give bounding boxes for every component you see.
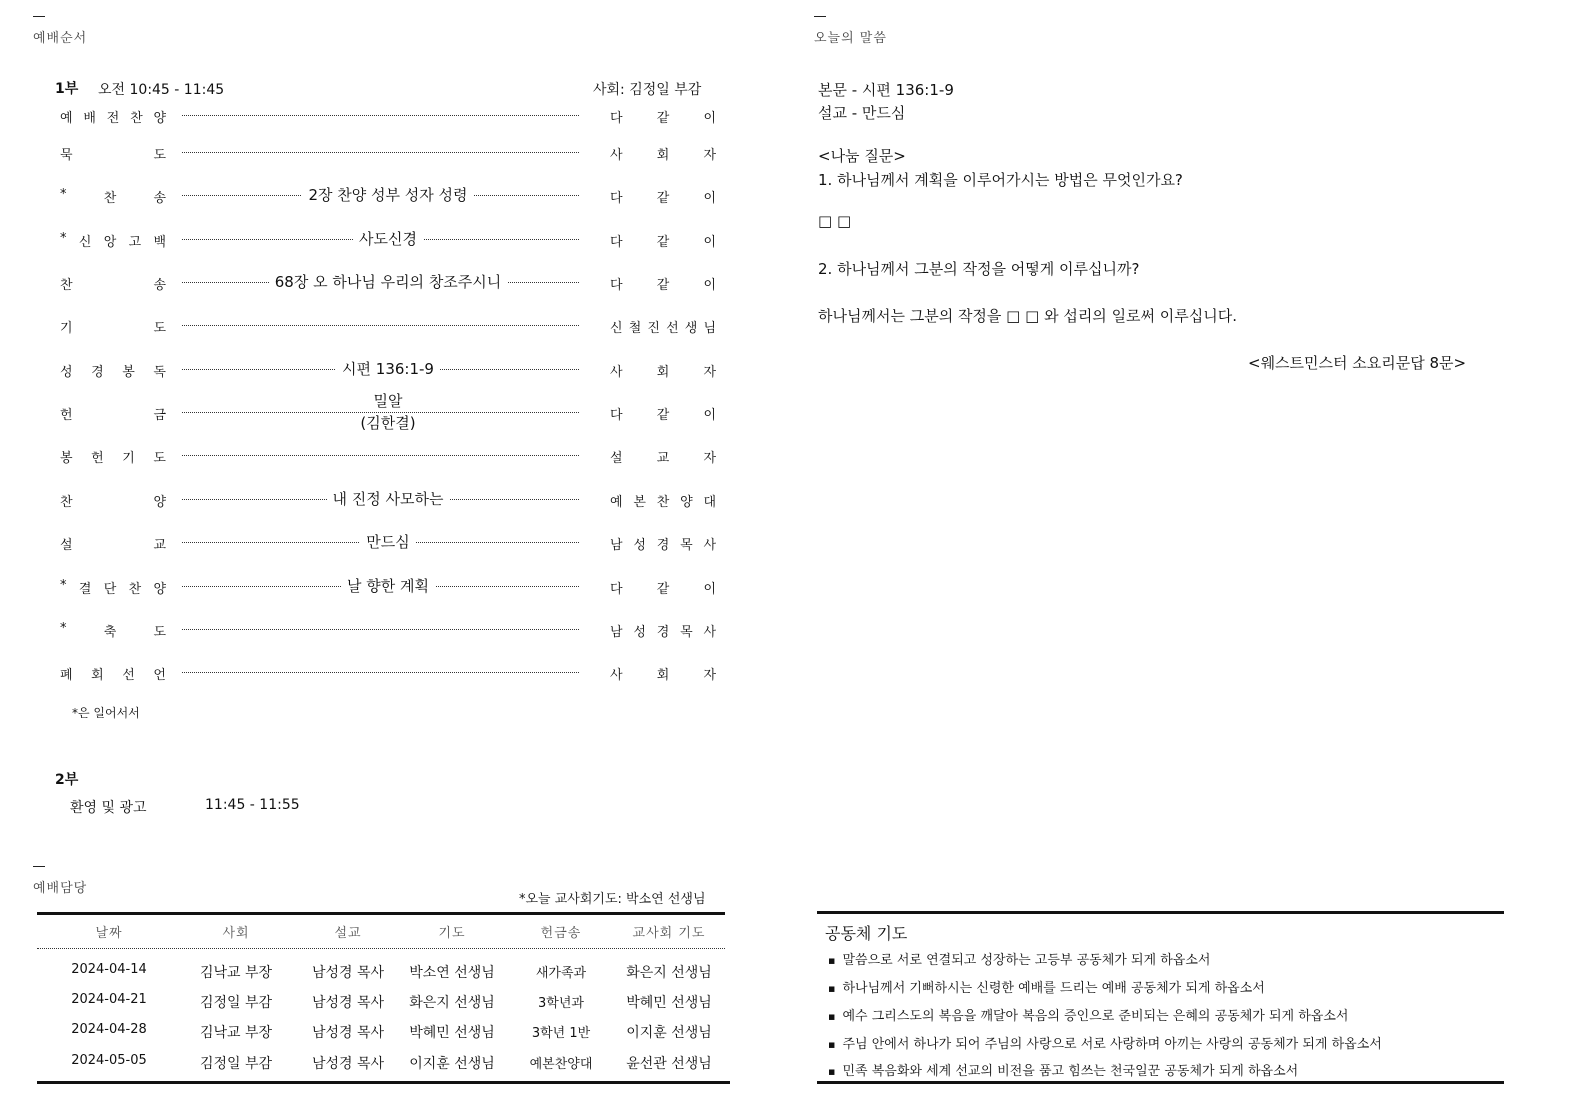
table-cell: 2024-04-14 <box>71 962 147 977</box>
order-item-label-char: 찬 <box>130 111 143 126</box>
order-item-label <box>60 534 166 553</box>
section-mark <box>33 16 45 17</box>
table-header-cell: 교사회 기도 <box>632 926 706 941</box>
order-item-label-char: 고 <box>128 235 142 250</box>
sermon-title: 설교 - 만드심 <box>818 104 906 122</box>
order-item-person-char: 자 <box>703 365 716 380</box>
table-cell: 김낙교 부장 <box>199 965 273 981</box>
schedule-section-title: 예배담당 <box>33 881 88 896</box>
order-item-person-char: 자 <box>703 668 716 683</box>
prayer-item: ▪ 민족 복음화와 세계 선교의 비전을 품고 힘쓰는 천국일꾼 공동체가 되게 하옵소서 <box>828 1060 1298 1079</box>
order-item-person-char: 이 <box>703 191 716 206</box>
order-row <box>60 183 715 207</box>
order-item-person <box>610 621 716 640</box>
order-row <box>60 530 715 554</box>
order-item-person-char: 이 <box>703 582 716 597</box>
table-cell: 박혜민 선생님 <box>409 1025 495 1041</box>
order-item-person <box>610 187 716 206</box>
order-item-label-char: 기 <box>60 321 73 336</box>
table-cell: 화은지 선생님 <box>409 995 495 1011</box>
order-item-person-char: 다 <box>610 278 623 293</box>
part2-time: 11:45 - 11:55 <box>205 797 300 813</box>
order-item-person-char: 사 <box>610 365 623 380</box>
order-item-person-char: 같 <box>656 278 670 293</box>
order-section-title: 예배순서 <box>33 31 88 46</box>
order-item-person-char: 사 <box>610 668 623 683</box>
order-item-person-char: 같 <box>656 408 670 423</box>
prayer-item: ▪ 주님 안에서 하나가 되어 주님의 사랑으로 서로 사랑하며 아끼는 사랑의 공동체가 되게 하옵소서 <box>828 1033 1382 1052</box>
table-cell: 새가족과 <box>535 966 587 981</box>
order-item-label-char: 경 <box>91 365 104 380</box>
order-item-label <box>60 491 166 510</box>
order-item-label-char: 헌 <box>60 408 73 423</box>
prayer-item: ▪ 말씀으로 서로 연결되고 성장하는 고등부 공동체가 되게 하옵소서 <box>828 949 1210 968</box>
part1-host: 사회: 김정일 부감 <box>593 82 702 98</box>
order-item-person-char: 대 <box>703 495 716 510</box>
order-item-content-text: 내 진정 사모하는 <box>327 490 450 508</box>
order-item-person-char: 사 <box>703 625 716 640</box>
order-item-label-char: 선 <box>122 668 135 683</box>
order-item-person-char: 찬 <box>656 495 670 510</box>
catechism-source: <웨스트민스터 소요리문답 8문> <box>1248 354 1467 372</box>
order-item-label-char: 찬 <box>60 495 73 510</box>
order-row <box>60 140 715 164</box>
order-item-person-char: 회 <box>656 668 670 683</box>
order-item-label-char: 찬 <box>60 278 73 293</box>
order-item-label-char: 헌 <box>91 451 104 466</box>
table-cell: 이지훈 선생님 <box>626 1025 712 1041</box>
order-item-person-char: 다 <box>610 582 623 597</box>
order-item-person-char: 남 <box>610 538 623 553</box>
order-item-label-char: 언 <box>153 668 166 683</box>
table-bottom-rule <box>37 1081 730 1084</box>
leader-dots <box>182 672 579 673</box>
order-item-person <box>610 144 716 163</box>
order-item-label-char: 기 <box>122 451 135 466</box>
order-item-person-char: 이 <box>703 278 716 293</box>
order-row <box>60 357 715 381</box>
prayer-bottom-rule <box>817 1081 1504 1084</box>
table-cell: 김낙교 부장 <box>199 1025 273 1041</box>
table-cell: 남성경 목사 <box>311 965 385 981</box>
order-item-person <box>610 578 716 597</box>
prayer-top-rule <box>817 911 1504 914</box>
order-item-person-char: 같 <box>656 111 670 126</box>
order-item-label-char: 결 <box>78 582 92 597</box>
order-item-person-char: 진 <box>647 321 660 336</box>
order-item-person-char: 이 <box>703 111 716 126</box>
table-cell: 3학년 1반 <box>531 1026 591 1041</box>
order-item-person-char: 이 <box>703 408 716 423</box>
order-item-label <box>60 361 166 380</box>
order-item-person-char: 성 <box>633 625 646 640</box>
order-item-person <box>610 317 716 336</box>
order-item-person-char: 신 <box>610 321 623 336</box>
order-item-label-char: 양 <box>153 495 166 510</box>
order-item-person-char: 이 <box>703 235 716 250</box>
table-cell: 남성경 목사 <box>311 1025 385 1041</box>
table-cell: 이지훈 선생님 <box>409 1056 495 1072</box>
table-cell: 예본찬양대 <box>529 1057 593 1072</box>
order-item-person <box>610 664 716 683</box>
section-mark <box>33 866 45 867</box>
order-row <box>60 103 715 127</box>
order-item-label-char: 독 <box>153 365 166 380</box>
order-item-content <box>186 184 590 206</box>
order-item-label-char: 배 <box>83 111 96 126</box>
order-item-label-char: 설 <box>60 538 73 553</box>
order-item-person <box>610 231 716 250</box>
order-item-content <box>186 228 590 250</box>
order-item-label-char: 신 <box>78 235 92 250</box>
table-cell: 2024-05-05 <box>71 1053 147 1068</box>
order-item-person <box>610 107 716 126</box>
order-row <box>60 313 715 337</box>
order-item-person-char: 양 <box>680 495 693 510</box>
order-item-label-char: 찬 <box>128 582 142 597</box>
order-item-label-char: 금 <box>153 408 166 423</box>
leader-dots <box>182 455 579 456</box>
section-mark <box>814 16 826 17</box>
table-header-cell: 기도 <box>438 926 466 941</box>
prayer-item: ▪ 하나님께서 기뻐하시는 신령한 예배를 드리는 예배 공동체가 되게 하옵소서 <box>828 977 1265 996</box>
prayer-title: 공동체 기도 <box>825 924 908 943</box>
order-item-label <box>60 447 166 466</box>
order-item-person-char: 목 <box>680 538 693 553</box>
order-item-label <box>60 404 166 423</box>
order-item-label-char: 단 <box>103 582 117 597</box>
order-item-person-char: 다 <box>610 191 623 206</box>
scripture-text: 본문 - 시편 136:1-9 <box>818 81 954 99</box>
order-row <box>60 660 715 684</box>
order-item-person-char: 다 <box>610 408 623 423</box>
order-item-label-char: 양 <box>153 111 166 126</box>
leader-dots <box>182 152 579 153</box>
order-item-label-char: * <box>60 231 67 246</box>
order-item-person-char: 사 <box>703 538 716 553</box>
question-1-answer: □ □ <box>818 212 852 230</box>
order-item-label-char: 양 <box>153 582 166 597</box>
table-cell: 김정일 부감 <box>199 995 273 1011</box>
table-header-cell: 날짜 <box>95 926 123 941</box>
table-cell: 박소연 선생님 <box>409 965 495 981</box>
order-item-label-char: 도 <box>153 148 166 163</box>
question-2: 2. 하나님께서 그분의 작정을 어떻게 이루십니까? <box>818 260 1140 278</box>
order-item-person-char: 님 <box>703 321 716 336</box>
order-item-label-char: 성 <box>60 365 73 380</box>
order-item-content-text: 밀알 <box>368 392 409 410</box>
order-item-label <box>60 621 166 640</box>
table-cell: 2024-04-28 <box>71 1022 147 1037</box>
order-item-label-char: * <box>60 578 67 593</box>
part2-item: 환영 및 광고 <box>70 800 147 816</box>
order-item-person-char: 생 <box>684 321 698 336</box>
order-item-person-char: 철 <box>628 321 642 336</box>
order-row <box>60 270 715 294</box>
table-header-cell: 헌금송 <box>540 926 582 941</box>
table-cell: 2024-04-21 <box>71 992 147 1007</box>
order-item-person <box>610 274 716 293</box>
table-cell: 김정일 부감 <box>199 1056 273 1072</box>
order-item-label-char: 교 <box>153 538 166 553</box>
question-2-answer: 하나님께서는 그분의 작정을 □ □ 와 섭리의 일로써 이루십니다. <box>818 307 1238 325</box>
order-item-content-text: 68장 오 하나님 우리의 창조주시니 <box>269 273 508 291</box>
table-header-cell: 설교 <box>334 926 362 941</box>
order-item-person <box>610 491 716 510</box>
order-item-content <box>186 358 590 380</box>
order-item-content-text: 만드심 <box>360 533 415 551</box>
order-row <box>60 487 715 511</box>
table-cell: 화은지 선생님 <box>626 965 712 981</box>
order-item-label-char: 송 <box>153 278 166 293</box>
table-header-cell: 사회 <box>222 926 250 941</box>
order-item-person-char: 회 <box>656 148 670 163</box>
order-item-person-char: 다 <box>610 111 623 126</box>
part1-time: 오전 10:45 - 11:45 <box>98 82 225 98</box>
order-item-person-char: 교 <box>656 451 670 466</box>
order-item-person-char: 회 <box>656 365 670 380</box>
order-item-person-char: 자 <box>703 148 716 163</box>
table-header-rule <box>37 948 725 949</box>
order-item-label-char: 폐 <box>60 668 73 683</box>
table-cell: 윤선관 선생님 <box>626 1056 712 1072</box>
order-item-person-char: 자 <box>703 451 716 466</box>
order-item-label-char: 봉 <box>60 451 73 466</box>
teacher-prayer-note: *오늘 교사회기도: 박소연 선생님 <box>519 892 706 907</box>
order-item-person-char: 경 <box>656 538 670 553</box>
part1-label: 1부 <box>55 81 79 97</box>
order-item-label <box>60 187 166 206</box>
order-item-label-char: * <box>60 187 67 202</box>
order-item-person-char: 같 <box>656 191 670 206</box>
order-item-content <box>186 390 590 434</box>
order-row <box>60 392 716 432</box>
order-row <box>60 443 715 467</box>
questions-title: <나눔 질문> <box>818 147 906 165</box>
order-item-person-char: 성 <box>633 538 646 553</box>
standing-note: *은 일어서서 <box>72 706 140 720</box>
order-item-label <box>60 317 166 336</box>
order-item-person-char: 경 <box>656 625 670 640</box>
order-item-person-char: 같 <box>656 582 670 597</box>
order-row <box>60 617 715 641</box>
order-item-label-char: 전 <box>106 111 120 126</box>
order-item-content-text: 사도신경 <box>353 230 423 248</box>
order-item-label-char: 봉 <box>122 365 135 380</box>
prayer-item: ▪ 예수 그리스도의 복음을 깨달아 복음의 증인으로 준비되는 은혜의 공동체가 되게 하옵소서 <box>828 1005 1348 1024</box>
order-item-label <box>60 578 166 597</box>
table-cell: 3학년과 <box>538 996 584 1011</box>
order-item-content-text: 2장 찬양 성부 성자 성령 <box>302 186 473 204</box>
order-item-label-char: 도 <box>153 625 166 640</box>
order-item-label-char: 도 <box>153 321 166 336</box>
order-item-label-char: 묵 <box>60 148 73 163</box>
leader-dots <box>182 629 579 630</box>
order-item-person-char: 남 <box>610 625 623 640</box>
table-cell: 남성경 목사 <box>311 1056 385 1072</box>
order-item-person-char: 설 <box>610 451 623 466</box>
order-item-person-char: 선 <box>666 321 679 336</box>
order-item-person-char: 본 <box>633 495 646 510</box>
order-row <box>60 227 715 251</box>
order-item-label <box>60 664 166 683</box>
order-item-content-text: 시편 136:1-9 <box>336 360 440 378</box>
order-item-label-char: 찬 <box>103 191 117 206</box>
order-item-content <box>186 488 590 510</box>
order-item-content-text: 날 향한 계획 <box>341 577 435 595</box>
order-item-label <box>60 274 166 293</box>
table-cell: 남성경 목사 <box>311 995 385 1011</box>
order-item-label-char: 예 <box>60 111 73 126</box>
order-row <box>60 574 715 598</box>
order-item-person <box>610 447 716 466</box>
part2-label: 2부 <box>55 772 79 788</box>
order-item-person <box>610 404 716 423</box>
order-item-label-char: 백 <box>153 235 166 250</box>
order-item-content <box>186 531 590 553</box>
order-item-label <box>60 107 166 126</box>
order-item-label-char: 회 <box>91 668 104 683</box>
order-item-person-char: 다 <box>610 235 623 250</box>
table-top-rule <box>37 912 725 915</box>
order-item-content <box>186 271 590 293</box>
order-item-content-sub: (김한결) <box>354 414 421 432</box>
question-1: 1. 하나님께서 계획을 이루어가시는 방법은 무엇인가요? <box>818 171 1183 189</box>
leader-dots <box>182 325 579 326</box>
order-item-person <box>610 361 716 380</box>
order-item-person-char: 같 <box>656 235 670 250</box>
order-item-label-char: 앙 <box>103 235 117 250</box>
order-item-person <box>610 534 716 553</box>
order-item-person-char: 예 <box>610 495 623 510</box>
order-item-person-char: 목 <box>680 625 693 640</box>
order-item-label-char: 축 <box>103 625 117 640</box>
order-item-label-char: * <box>60 621 67 636</box>
order-item-label-char: 도 <box>153 451 166 466</box>
table-cell: 박혜민 선생님 <box>626 995 712 1011</box>
order-item-content <box>186 575 590 597</box>
order-item-label <box>60 144 166 163</box>
order-item-person-char: 사 <box>610 148 623 163</box>
order-item-label <box>60 231 166 250</box>
order-item-label-char: 송 <box>153 191 166 206</box>
word-section-title: 오늘의 말씀 <box>814 31 887 46</box>
leader-dots <box>182 115 579 116</box>
